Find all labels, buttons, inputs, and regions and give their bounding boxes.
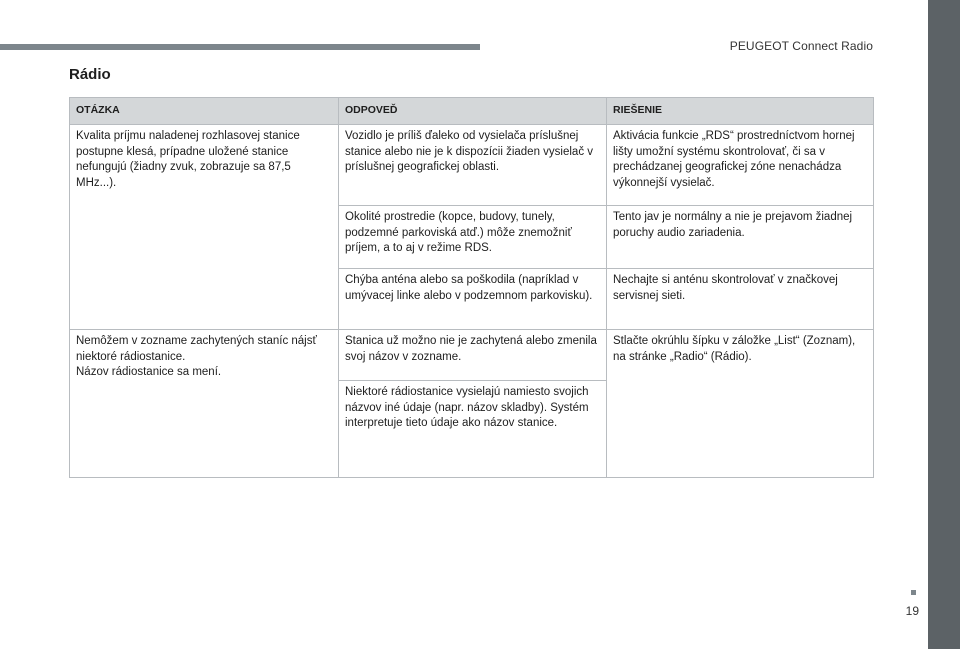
solution-cell: Tento jav je normálny a nie je prejavom žiadnej poruchy audio zariadenia. <box>607 206 874 269</box>
answer-cell: Niektoré rádiostanice vysielajú namiesto svojich názvov iné údaje (napr. názov skladby). Systém interpretuje tieto údaje ako názov stanice. <box>339 381 607 478</box>
page-title: Rádio <box>69 66 111 83</box>
answer-cell: Okolité prostredie (kopce, budovy, tunely, podzemné parkoviská atď.) môže znemožniť príjem, a to aj v režime RDS. <box>339 206 607 269</box>
answer-cell: Vozidlo je príliš ďaleko od vysielača príslušnej stanice alebo nie je k dispozícii žiaden vysielač v príslušnej geografickej oblasti. <box>339 125 607 206</box>
column-header-solution: RIEŠENIE <box>607 98 874 125</box>
page-marker-dot <box>911 590 916 595</box>
header-accent-bar <box>0 44 480 50</box>
page-number: 19 <box>905 604 919 618</box>
column-header-answer: ODPOVEĎ <box>339 98 607 125</box>
solution-cell: Aktivácia funkcie „RDS“ prostredníctvom hornej lišty umožní systému skontrolovať, či sa v prechádzanej geografickej zóne nenachádza výkonnejší vysielač. <box>607 125 874 206</box>
faq-table <box>69 97 874 478</box>
question-cell: Kvalita príjmu naladenej rozhlasovej stanice postupne klesá, prípadne uložené stanice nefungujú (žiadny zvuk, zobrazuje sa 87,5 MHz...). <box>70 125 339 330</box>
question-cell: Nemôžem v zozname zachytených staníc nájsť niektoré rádiostanice. Názov rádiostanice sa mení. <box>70 330 339 478</box>
table-row <box>70 330 874 381</box>
table-header-row <box>70 98 874 125</box>
side-accent-bar <box>928 0 960 649</box>
answer-cell: Stanica už možno nie je zachytená alebo zmenila svoj názov v zozname. <box>339 330 607 381</box>
answer-cell: Chýba anténa alebo sa poškodila (napríklad v umývacej linke alebo v podzemnom parkovisku). <box>339 269 607 330</box>
table-row <box>70 125 874 206</box>
column-header-question: OTÁZKA <box>70 98 339 125</box>
solution-cell: Stlačte okrúhlu šípku v záložke „List“ (Zoznam), na stránke „Radio“ (Rádio). <box>607 330 874 478</box>
solution-cell: Nechajte si anténu skontrolovať v značkovej servisnej sieti. <box>607 269 874 330</box>
header-title: PEUGEOT Connect Radio <box>729 39 873 53</box>
